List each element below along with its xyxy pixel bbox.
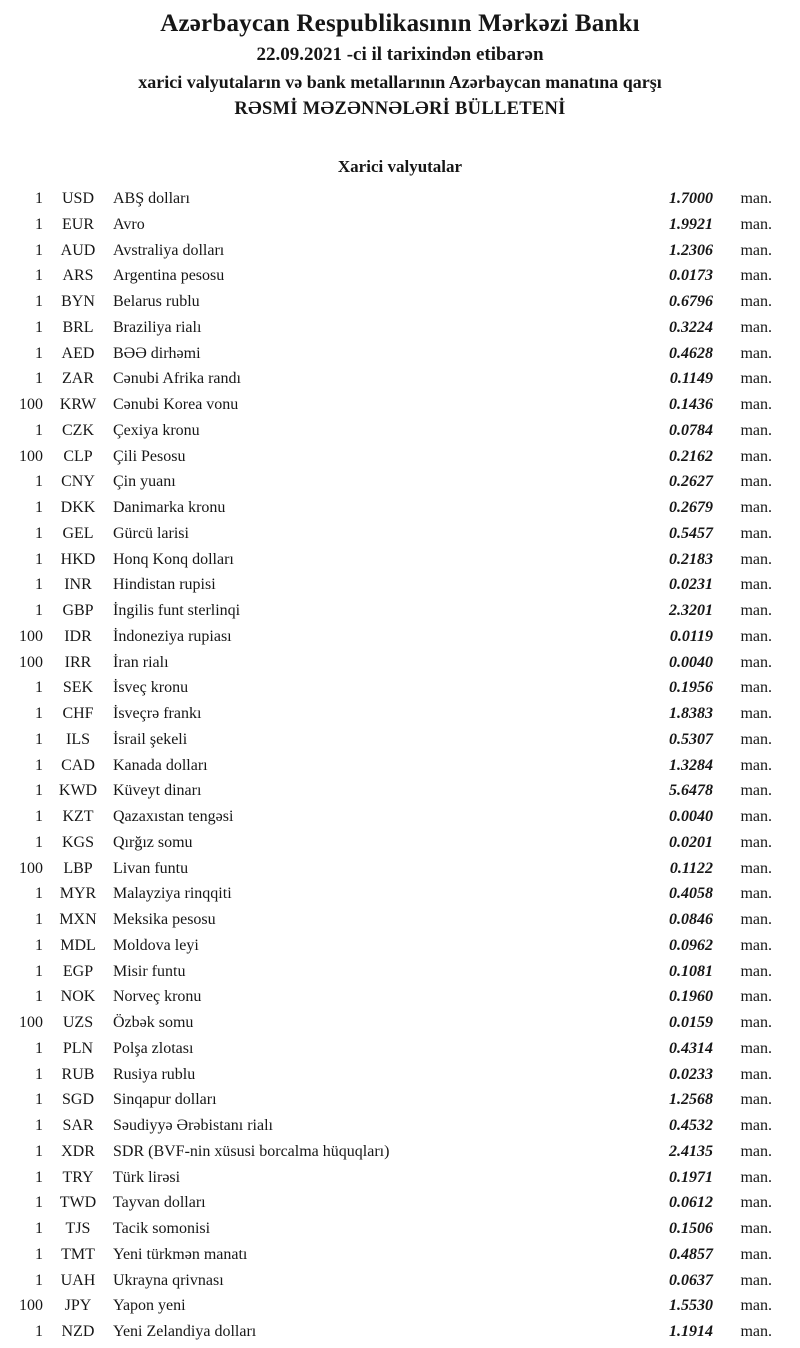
row-rate-value: 0.0159 — [669, 1014, 713, 1031]
row-currency-code: ILS — [66, 730, 90, 748]
row-unit-label: man. — [740, 833, 772, 851]
table-row — [0, 521, 800, 547]
row-currency-name: Hindistan rupisi — [113, 576, 216, 594]
table-row — [0, 1190, 800, 1216]
row-currency-name: Özbək somu — [113, 1014, 194, 1031]
row-quantity: 1 — [35, 602, 43, 619]
row-unit-label: man. — [740, 1194, 772, 1212]
row-unit-label: man. — [740, 885, 772, 903]
row-rate-value: 0.1956 — [669, 679, 713, 697]
row-quantity: 100 — [19, 859, 43, 877]
row-unit-label: man. — [740, 1142, 772, 1160]
row-currency-code: NZD — [61, 1323, 95, 1340]
row-currency-name: Honq Konq dolları — [113, 550, 234, 568]
row-unit-label: man. — [740, 627, 772, 645]
row-unit-label: man. — [740, 550, 772, 568]
row-quantity: 1 — [35, 756, 43, 774]
row-quantity: 1 — [35, 1271, 43, 1289]
row-quantity: 1 — [35, 344, 43, 362]
row-currency-code: CAD — [61, 756, 95, 774]
row-currency-code: EGP — [62, 962, 94, 980]
row-unit-label: man. — [740, 396, 772, 413]
row-currency-name: İsrail şekeli — [113, 730, 188, 748]
table-row — [0, 727, 800, 753]
row-rate-value: 1.8383 — [669, 705, 713, 722]
row-rate-value: 0.2183 — [669, 550, 713, 568]
row-quantity: 1 — [35, 524, 43, 542]
row-currency-code: PLN — [62, 1039, 94, 1057]
row-unit-label: man. — [740, 241, 772, 259]
table-row — [0, 933, 800, 959]
row-rate-value: 0.3224 — [669, 318, 713, 336]
row-rate-value: 0.4058 — [669, 885, 713, 903]
row-quantity: 1 — [35, 576, 43, 594]
row-quantity: 1 — [35, 962, 43, 980]
row-unit-label: man. — [740, 370, 772, 388]
row-currency-code: TJS — [65, 1220, 91, 1237]
row-unit-label: man. — [740, 1271, 772, 1289]
row-unit-label: man. — [740, 653, 772, 671]
row-unit-label: man. — [740, 215, 772, 233]
row-rate-value: 0.0040 — [669, 653, 713, 671]
row-quantity: 1 — [35, 499, 43, 516]
effective-date-line: 22.09.2021 -ci il tarixindən etibarən — [256, 44, 544, 65]
table-row — [0, 289, 800, 315]
row-currency-code: SGD — [61, 1091, 94, 1109]
row-currency-name: Malayziya rinqqiti — [113, 885, 232, 903]
row-currency-name: Danimarka kronu — [113, 499, 226, 516]
row-quantity: 1 — [35, 1245, 43, 1263]
row-currency-code: TRY — [62, 1168, 94, 1186]
row-rate-value: 0.0846 — [669, 911, 713, 928]
row-rate-value: 0.1960 — [669, 988, 713, 1006]
row-currency-name: Çexiya kronu — [113, 421, 200, 439]
row-currency-code: MXN — [59, 911, 97, 928]
row-quantity: 100 — [19, 627, 43, 645]
table-row — [0, 856, 800, 882]
row-rate-value: 0.5307 — [669, 730, 713, 748]
row-rate-value: 0.6796 — [669, 293, 713, 310]
row-rate-value: 0.0784 — [669, 421, 713, 439]
row-rate-value: 1.1914 — [669, 1323, 713, 1340]
row-rate-value: 1.2306 — [669, 241, 713, 259]
row-rate-value: 0.4628 — [669, 344, 713, 362]
row-currency-code: DKK — [60, 499, 96, 516]
row-currency-code: MYR — [59, 885, 97, 903]
row-currency-name: Rusiya rublu — [113, 1065, 196, 1083]
row-currency-name: İsveç kronu — [113, 679, 189, 697]
row-currency-name: Livan funtu — [113, 859, 189, 877]
row-rate-value: 0.4314 — [669, 1039, 713, 1057]
row-unit-label: man. — [740, 1245, 772, 1263]
table-row — [0, 984, 800, 1010]
row-rate-value: 1.5530 — [669, 1297, 713, 1315]
row-rate-value: 0.0040 — [669, 808, 713, 825]
row-quantity: 1 — [35, 1091, 43, 1109]
table-row — [0, 1242, 800, 1268]
table-row — [0, 881, 800, 907]
row-rate-value: 0.0612 — [669, 1194, 713, 1212]
row-currency-name: BƏƏ dirhəmi — [113, 344, 201, 362]
row-quantity: 1 — [35, 1065, 43, 1083]
row-quantity: 1 — [35, 911, 43, 928]
row-currency-name: Sinqapur dolları — [113, 1091, 217, 1109]
row-rate-value: 0.2627 — [669, 473, 713, 491]
row-quantity: 1 — [35, 782, 43, 800]
table-row — [0, 392, 800, 418]
row-rate-value: 0.0173 — [669, 267, 713, 285]
row-currency-code: AED — [61, 344, 95, 362]
row-currency-name: İran rialı — [113, 653, 169, 671]
row-unit-label: man. — [740, 782, 772, 800]
row-currency-name: Cənubi Korea vonu — [113, 396, 239, 413]
row-currency-name: Gürcü larisi — [113, 524, 189, 542]
row-currency-name: İndoneziya rupiası — [113, 627, 232, 645]
row-currency-code: KWD — [58, 782, 98, 800]
row-rate-value: 0.1081 — [669, 962, 713, 980]
table-row — [0, 444, 800, 470]
row-rate-value: 0.4857 — [669, 1245, 713, 1263]
row-unit-label: man. — [740, 911, 772, 928]
row-currency-name: Braziliya rialı — [113, 318, 202, 336]
table-row — [0, 572, 800, 598]
row-currency-code: ZAR — [62, 370, 94, 388]
row-currency-code: KRW — [59, 396, 97, 413]
row-unit-label: man. — [740, 936, 772, 954]
row-currency-code: IRR — [64, 653, 92, 671]
row-unit-label: man. — [740, 344, 772, 362]
row-unit-label: man. — [740, 602, 772, 619]
row-rate-value: 0.1122 — [669, 859, 713, 877]
row-quantity: 1 — [35, 241, 43, 259]
row-currency-name: ABŞ dolları — [113, 190, 190, 207]
table-row — [0, 186, 800, 212]
row-unit-label: man. — [740, 1297, 772, 1315]
row-rate-value: 2.4135 — [669, 1142, 713, 1160]
row-currency-code: ARS — [62, 267, 94, 285]
row-currency-name: Yeni Zelandiya dolları — [113, 1323, 257, 1340]
row-quantity: 1 — [35, 1168, 43, 1186]
row-quantity: 1 — [35, 1323, 43, 1340]
row-currency-code: NOK — [60, 988, 96, 1006]
row-rate-value: 2.3201 — [669, 602, 713, 619]
row-quantity: 1 — [35, 267, 43, 285]
row-unit-label: man. — [740, 267, 772, 285]
row-currency-code: LBP — [63, 859, 93, 877]
row-quantity: 1 — [35, 988, 43, 1006]
row-currency-name: Ukrayna qrivnası — [113, 1271, 224, 1289]
row-quantity: 1 — [35, 1220, 43, 1237]
table-row — [0, 959, 800, 985]
row-quantity: 1 — [35, 1142, 43, 1160]
row-currency-code: KZT — [62, 808, 94, 825]
currency-rates-table — [0, 186, 800, 1345]
table-row — [0, 495, 800, 521]
row-unit-label: man. — [740, 1220, 772, 1237]
row-unit-label: man. — [740, 1323, 772, 1340]
bank-title: Azərbaycan Respublikasının Mərkəzi Bankı — [160, 10, 640, 37]
row-quantity: 100 — [19, 653, 43, 671]
row-currency-code: BYN — [61, 293, 95, 310]
row-rate-value: 0.0233 — [669, 1065, 713, 1083]
row-rate-value: 1.7000 — [669, 190, 713, 207]
row-unit-label: man. — [740, 576, 772, 594]
table-row — [0, 1293, 800, 1319]
row-quantity: 1 — [35, 293, 43, 310]
row-rate-value: 0.0201 — [669, 833, 713, 851]
row-currency-code: JPY — [64, 1297, 92, 1315]
row-rate-value: 0.1436 — [669, 396, 713, 413]
row-currency-code: XDR — [61, 1142, 95, 1160]
row-quantity: 1 — [35, 370, 43, 388]
row-currency-name: Belarus rublu — [113, 293, 200, 310]
row-quantity: 1 — [35, 679, 43, 697]
row-currency-code: CLP — [63, 447, 93, 465]
row-currency-code: UAH — [60, 1271, 96, 1289]
row-currency-name: İsveçrə frankı — [113, 705, 202, 722]
row-currency-name: Kanada dolları — [113, 756, 208, 774]
row-currency-code: BRL — [62, 318, 94, 336]
row-currency-code: HKD — [60, 550, 96, 568]
row-unit-label: man. — [740, 524, 772, 542]
row-quantity: 100 — [19, 447, 43, 465]
row-unit-label: man. — [740, 473, 772, 491]
table-row — [0, 1216, 800, 1242]
table-row — [0, 830, 800, 856]
table-row — [0, 598, 800, 624]
row-rate-value: 0.1506 — [669, 1220, 713, 1237]
row-currency-name: Küveyt dinarı — [113, 782, 202, 800]
table-row — [0, 1036, 800, 1062]
subject-line: xarici valyutaların və bank metallarının Azərbaycan manatına qarşı — [138, 72, 662, 92]
row-currency-code: UZS — [62, 1014, 94, 1031]
row-currency-name: Avro — [113, 215, 145, 233]
table-row — [0, 804, 800, 830]
row-currency-name: Moldova leyi — [113, 936, 199, 954]
table-row — [0, 753, 800, 779]
row-currency-code: CZK — [62, 421, 94, 439]
row-quantity: 1 — [35, 318, 43, 336]
row-quantity: 1 — [35, 473, 43, 491]
row-currency-code: RUB — [61, 1065, 95, 1083]
row-currency-code: TMT — [61, 1245, 95, 1263]
row-quantity: 1 — [35, 190, 43, 207]
row-currency-name: Türk lirəsi — [113, 1168, 181, 1186]
row-rate-value: 0.0637 — [669, 1271, 713, 1289]
row-rate-value: 0.2679 — [669, 499, 713, 516]
table-row — [0, 624, 800, 650]
row-quantity: 100 — [19, 396, 43, 413]
table-row — [0, 469, 800, 495]
row-quantity: 1 — [35, 215, 43, 233]
row-currency-code: EUR — [62, 215, 94, 233]
row-currency-code: SEK — [62, 679, 94, 697]
row-unit-label: man. — [740, 1091, 772, 1109]
row-quantity: 100 — [19, 1297, 43, 1315]
row-currency-code: MDL — [60, 936, 96, 954]
row-currency-name: Çili Pesosu — [113, 447, 186, 465]
row-currency-code: INR — [64, 576, 92, 594]
row-currency-code: TWD — [59, 1194, 97, 1212]
row-rate-value: 0.1971 — [669, 1168, 713, 1186]
row-quantity: 1 — [35, 936, 43, 954]
row-quantity: 100 — [19, 1014, 43, 1031]
row-rate-value: 0.0119 — [669, 627, 713, 645]
table-row — [0, 1087, 800, 1113]
row-quantity: 1 — [35, 705, 43, 722]
table-row — [0, 675, 800, 701]
table-row — [0, 366, 800, 392]
row-currency-name: Çin yuanı — [113, 473, 176, 491]
row-unit-label: man. — [740, 1065, 772, 1083]
row-rate-value: 5.6478 — [669, 782, 713, 800]
table-row — [0, 1165, 800, 1191]
row-currency-name: Yeni türkmən manatı — [113, 1245, 248, 1263]
row-currency-code: CHF — [62, 705, 94, 722]
table-row — [0, 212, 800, 238]
row-currency-code: AUD — [60, 241, 96, 259]
table-row — [0, 1010, 800, 1036]
row-unit-label: man. — [740, 859, 772, 877]
row-unit-label: man. — [740, 421, 772, 439]
row-rate-value: 0.0231 — [669, 576, 713, 594]
row-quantity: 1 — [35, 421, 43, 439]
table-row — [0, 547, 800, 573]
row-currency-name: Avstraliya dolları — [113, 241, 225, 259]
row-currency-code: SAR — [62, 1117, 94, 1134]
row-currency-name: SDR (BVF-nin xüsusi borcalma hüquqları) — [113, 1142, 390, 1160]
row-quantity: 1 — [35, 885, 43, 903]
row-rate-value: 0.0962 — [669, 936, 713, 954]
table-row — [0, 418, 800, 444]
row-unit-label: man. — [740, 1168, 772, 1186]
table-row — [0, 1319, 800, 1345]
row-unit-label: man. — [740, 705, 772, 722]
table-row — [0, 1139, 800, 1165]
table-row — [0, 1062, 800, 1088]
row-quantity: 1 — [35, 730, 43, 748]
row-currency-name: Misir funtu — [113, 962, 186, 980]
row-unit-label: man. — [740, 756, 772, 774]
row-quantity: 1 — [35, 1039, 43, 1057]
row-unit-label: man. — [740, 1014, 772, 1031]
row-currency-code: CNY — [61, 473, 95, 491]
table-row — [0, 1268, 800, 1294]
row-currency-name: Meksika pesosu — [113, 911, 216, 928]
row-rate-value: 0.5457 — [669, 524, 713, 542]
row-currency-code: IDR — [64, 627, 92, 645]
row-currency-name: Yapon yeni — [113, 1297, 186, 1315]
table-row — [0, 650, 800, 676]
row-unit-label: man. — [740, 318, 772, 336]
row-currency-name: Tacik somonisi — [113, 1220, 211, 1237]
row-unit-label: man. — [740, 679, 772, 697]
row-quantity: 1 — [35, 808, 43, 825]
row-rate-value: 1.2568 — [669, 1091, 713, 1109]
row-currency-name: Polşa zlotası — [113, 1039, 194, 1057]
row-unit-label: man. — [740, 962, 772, 980]
row-currency-name: Tayvan dolları — [113, 1194, 206, 1212]
table-row — [0, 701, 800, 727]
row-currency-name: Cənubi Afrika randı — [113, 370, 241, 388]
table-row — [0, 907, 800, 933]
row-currency-name: Səudiyyə Ərəbistanı rialı — [113, 1117, 273, 1134]
table-row — [0, 341, 800, 367]
row-unit-label: man. — [740, 293, 772, 310]
row-unit-label: man. — [740, 499, 772, 516]
row-unit-label: man. — [740, 190, 772, 207]
row-unit-label: man. — [740, 730, 772, 748]
table-row — [0, 1113, 800, 1139]
row-unit-label: man. — [740, 1039, 772, 1057]
row-currency-name: İngilis funt sterlinqi — [113, 602, 241, 619]
table-row — [0, 238, 800, 264]
section-title-foreign-currencies: Xarici valyutalar — [337, 157, 463, 176]
row-rate-value: 0.4532 — [669, 1117, 713, 1134]
row-currency-code: USD — [61, 190, 94, 207]
row-quantity: 1 — [35, 1194, 43, 1212]
row-currency-code: GEL — [62, 524, 94, 542]
bulletin-title: RƏSMİ MƏZƏNNƏLƏRİ BÜLLETENİ — [234, 99, 566, 119]
row-quantity: 1 — [35, 833, 43, 851]
row-unit-label: man. — [740, 1117, 772, 1134]
row-currency-name: Qazaxıstan tengəsi — [113, 808, 234, 825]
row-currency-name: Qırğız somu — [113, 833, 193, 851]
row-unit-label: man. — [740, 808, 772, 825]
table-row — [0, 778, 800, 804]
row-rate-value: 1.3284 — [669, 756, 713, 774]
row-rate-value: 0.1149 — [669, 370, 713, 388]
row-rate-value: 0.2162 — [669, 447, 713, 465]
row-unit-label: man. — [740, 988, 772, 1006]
row-currency-code: KGS — [61, 833, 94, 851]
row-currency-name: Norveç kronu — [113, 988, 202, 1006]
row-currency-name: Argentina pesosu — [113, 267, 225, 285]
table-row — [0, 315, 800, 341]
row-quantity: 1 — [35, 1117, 43, 1134]
row-rate-value: 1.9921 — [669, 215, 713, 233]
row-unit-label: man. — [740, 447, 772, 465]
table-row — [0, 263, 800, 289]
row-quantity: 1 — [35, 550, 43, 568]
row-currency-code: GBP — [62, 602, 94, 619]
